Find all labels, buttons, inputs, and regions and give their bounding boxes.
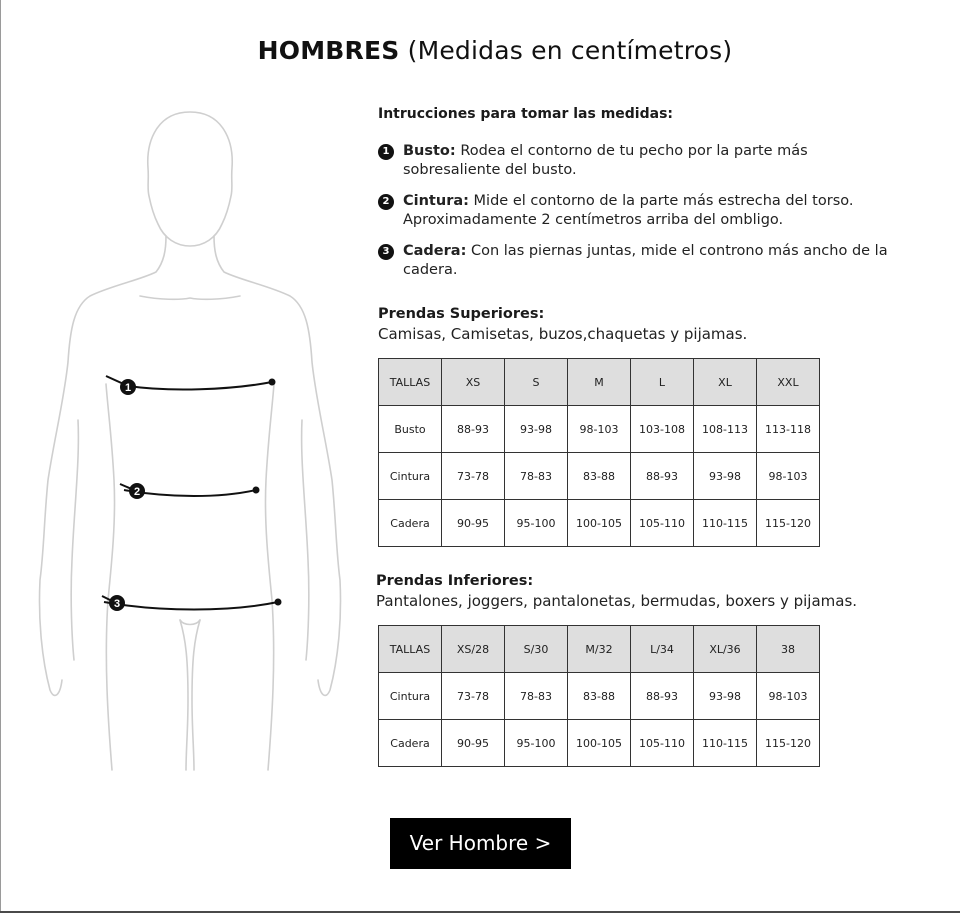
table-header-row [379,626,820,673]
instruction-busto [378,142,898,180]
instruction-text: Con las piernas juntas, mide el controno más ancho de la cadera. [403,243,888,278]
column-header: S/30 [505,626,568,673]
table-cell: 73-78 [442,673,505,720]
number-badge-icon: 1 [378,144,394,160]
instruction-cadera [378,242,898,280]
table-cell: 73-78 [442,453,505,500]
table-cell: 98-103 [568,406,631,453]
marker-2: 2 [133,486,141,498]
table-cell: 98-103 [757,673,820,720]
instructions-heading: Intrucciones para tomar las medidas: [378,106,673,122]
page-title-bold: HOMBRES [257,36,400,65]
table-cell: 90-95 [442,500,505,547]
table-cell: 88-93 [442,406,505,453]
table-cell: Cintura [379,453,442,500]
table-header-row [379,359,820,406]
table-cell: 93-98 [694,453,757,500]
lower-size-table [378,625,820,767]
table-cell: 95-100 [505,500,568,547]
instructions-panel [378,106,898,292]
table-cell: 115-120 [757,720,820,767]
table-cell: 78-83 [505,673,568,720]
upper-garments-title: Prendas Superiores: [378,306,545,322]
body-figure [30,100,350,780]
table-cell: 103-108 [631,406,694,453]
lower-garments-subtitle: Pantalones, joggers, pantalonetas, bermudas, boxers y pijamas. [376,592,858,610]
column-header: TALLAS [379,359,442,406]
upper-size-table [378,358,820,547]
table-cell: 88-93 [631,453,694,500]
instruction-term: Cintura: [403,193,469,209]
column-header: XL/36 [694,626,757,673]
column-header: XXL [757,359,820,406]
column-header: S [505,359,568,406]
table-cell: 98-103 [757,453,820,500]
table-cell: Busto [379,406,442,453]
instruction-cintura [378,192,898,230]
table-cell: Cadera [379,500,442,547]
instruction-text: Mide el contorno de la parte más estrecha del torso. Aproximadamente 2 centímetros arriba del ombligo. [403,193,854,228]
table-row [379,406,820,453]
table-cell: 78-83 [505,453,568,500]
table-cell: 110-115 [694,720,757,767]
page-title-rest: (Medidas en centímetros) [399,36,733,65]
table-row [379,500,820,547]
instruction-term: Busto: [403,143,456,159]
table-cell: 93-98 [694,673,757,720]
table-cell: 108-113 [694,406,757,453]
table-cell: 105-110 [631,500,694,547]
instruction-term: Cadera: [403,243,467,259]
table-cell: 90-95 [442,720,505,767]
table-cell: 83-88 [568,673,631,720]
marker-1: 1 [124,382,132,394]
marker-3: 3 [113,598,121,610]
table-cell: 83-88 [568,453,631,500]
table-cell: 113-118 [757,406,820,453]
table-cell: 88-93 [631,673,694,720]
table-cell: 110-115 [694,500,757,547]
table-cell: Cadera [379,720,442,767]
column-header: XS [442,359,505,406]
column-header: XS/28 [442,626,505,673]
ver-hombre-button[interactable]: Ver Hombre > [390,818,571,869]
table-cell: 95-100 [505,720,568,767]
table-row [379,673,820,720]
upper-garments-subtitle: Camisas, Camisetas, buzos,chaquetas y pijamas. [378,325,748,343]
lower-garments-title: Prendas Inferiores: [376,573,534,589]
column-header: L [631,359,694,406]
column-header: TALLAS [379,626,442,673]
column-header: M [568,359,631,406]
table-cell: 115-120 [757,500,820,547]
table-cell: 93-98 [505,406,568,453]
number-badge-icon: 2 [378,194,394,210]
column-header: L/34 [631,626,694,673]
table-cell: Cintura [379,673,442,720]
column-header: XL [694,359,757,406]
column-header: 38 [757,626,820,673]
instruction-text: Rodea el contorno de tu pecho por la parte más sobresaliente del busto. [403,143,808,178]
table-cell: 100-105 [568,500,631,547]
table-cell: 105-110 [631,720,694,767]
page-title [0,36,960,65]
frame-bottom-border [0,911,960,913]
frame-left-border [0,0,1,912]
number-badge-icon: 3 [378,244,394,260]
table-cell: 100-105 [568,720,631,767]
table-row [379,453,820,500]
table-row [379,720,820,767]
column-header: M/32 [568,626,631,673]
